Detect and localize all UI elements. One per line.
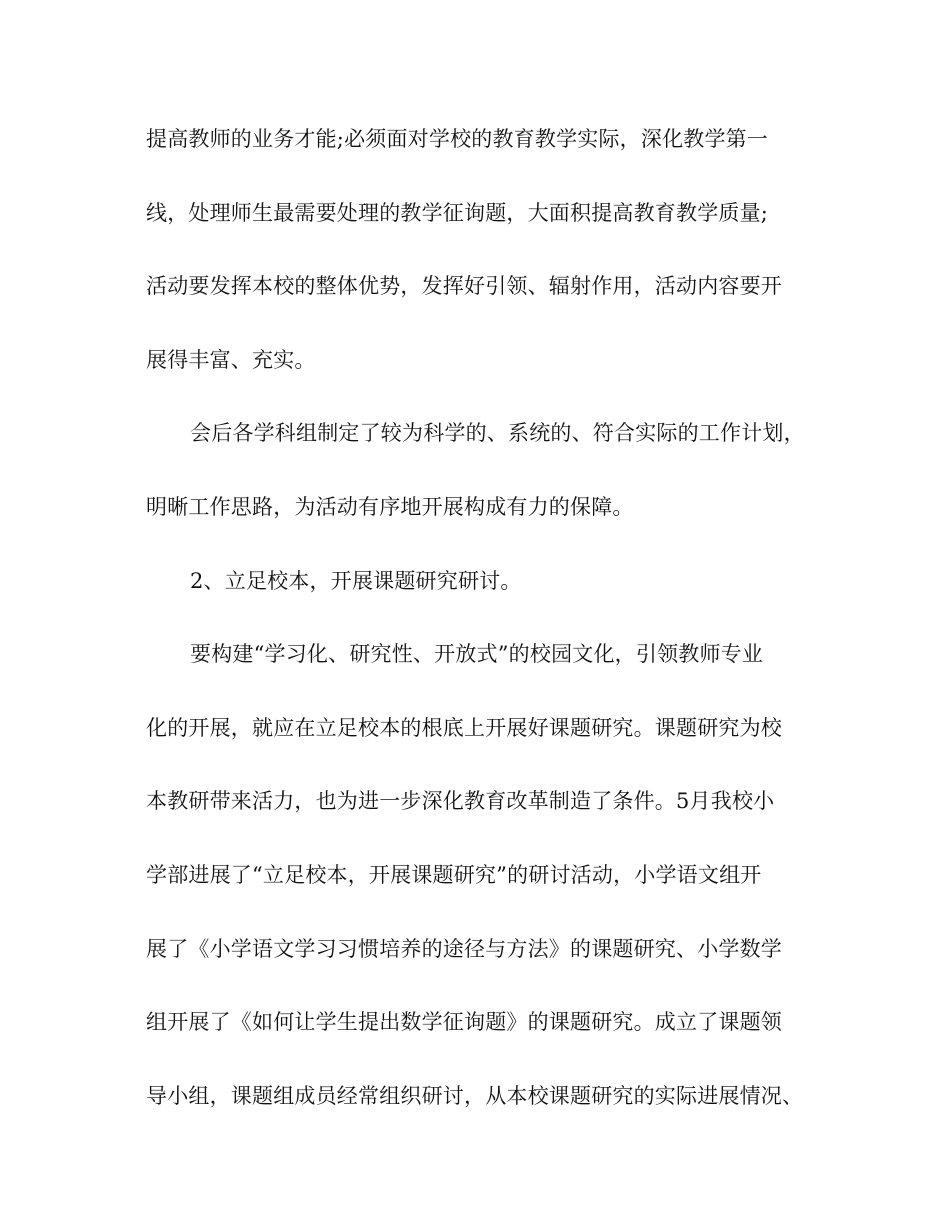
text-line: 活动要发挥本校的整体优势，发挥好引领、辐射作用，活动内容要开 <box>146 274 782 299</box>
section-heading: 2、立足校本，开展课题研究研讨。 <box>190 568 522 593</box>
text-line: 组开展了《如何让学生提出数学征询题》的课题研究。成立了课题领 <box>146 1010 782 1035</box>
text-line: 明晰工作思路，为活动有序地开展构成有力的保障。 <box>146 494 634 519</box>
text-line: 本教研带来活力，也为进一步深化教育改革制造了条件。5月我校小 <box>146 789 775 814</box>
paragraph-start-line: 会后各学科组制定了较为科学的、系统的、符合实际的工作计划， <box>190 421 805 446</box>
document-body <box>146 121 808 1151</box>
paragraph-start-line: 要构建“学习化、研究性、开放式”的校园文化，引领教师专业 <box>190 642 764 667</box>
text-line: 化的开展，就应在立足校本的根底上开展好课题研究。课题研究为校 <box>146 715 782 740</box>
text-line: 展得丰富、充实。 <box>146 347 316 372</box>
text-line: 展了《小学语文学习习惯培养的途径与方法》的课题研究、小学数学 <box>146 936 782 961</box>
text-line: 提高教师的业务才能;必须面对学校的教育教学实际，深化教学第一 <box>146 127 769 151</box>
text-line: 学部进展了“立足校本，开展课题研究”的研讨活动，小学语文组开 <box>146 862 762 887</box>
text-line: 导小组，课题组成员经常组织研讨，从本校课题研究的实际进展情况、 <box>146 1083 804 1108</box>
text-line: 线，处理师生最需要处理的教学征询题，大面积提高教育教学质量; <box>146 200 769 225</box>
